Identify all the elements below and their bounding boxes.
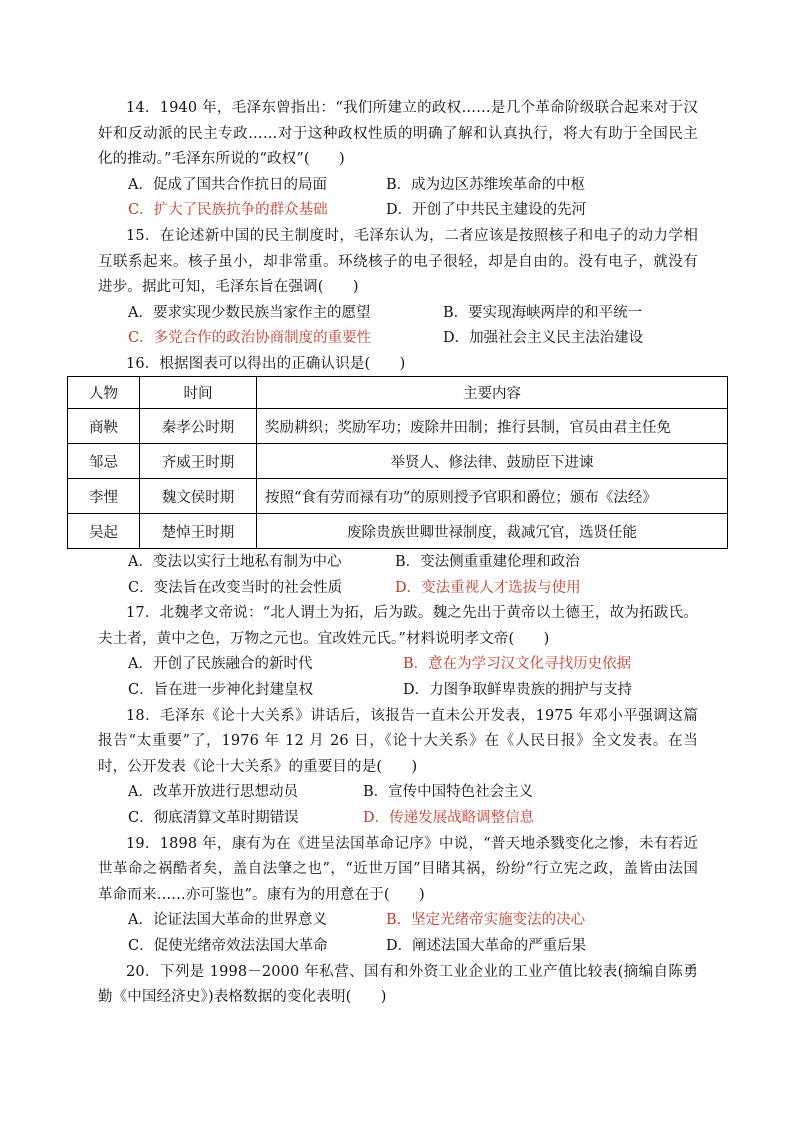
question-block-top xyxy=(98,96,698,378)
table-header: 时间 xyxy=(140,377,257,409)
table-cell: 商鞅 xyxy=(68,409,140,444)
q18-stem: 18．毛泽东《论十大关系》讲话后，该报告一直未公开发表，1975 年邓小平强调这篇报告“太重要”了，1976 年 12 月 26 日，《论十大关系》在《人民日报》全文发表。在当时，公开发表《论十大关系》的重要目的是( ) xyxy=(98,707,698,775)
q19-options-row1 xyxy=(98,908,698,934)
q15-option-b: B．要实现海峡两岸的和平统一 xyxy=(443,304,643,321)
table-row xyxy=(68,444,728,479)
q14-options-row1 xyxy=(98,173,698,199)
q15-option-d: D．加强社会主义民主法治建设 xyxy=(443,330,644,347)
table-header: 主要内容 xyxy=(257,377,728,409)
q15-options-row2 xyxy=(98,326,698,352)
q16-option-c: C．变法旨在改变当时的社会性质 xyxy=(128,579,343,596)
q16-option-d-answer: D．变法重视人才选拔与使用 xyxy=(395,579,581,596)
q17-options-row1 xyxy=(98,652,698,678)
q14-option-d: D．开创了中共民主建设的先河 xyxy=(386,202,587,219)
question-block-bottom xyxy=(98,550,698,1011)
q16-option-b: B．变法侧重重建伦理和政治 xyxy=(395,554,580,570)
q18-option-b: B．宣传中国特色社会主义 xyxy=(363,784,534,801)
q17-option-b-answer: B．意在为学习汉文化寻找历史依据 xyxy=(403,656,632,673)
q17-options-row2 xyxy=(98,678,698,704)
q17-stem: 17．北魏孝文帝说：“北人谓土为拓，后为跋。魏之先出于黄帝以土德王，故为拓跋氏。夫土者，黄中之色，万物之元也。宜改姓元氏。”材料说明孝文帝( ) xyxy=(98,605,698,647)
table-cell: 邹忌 xyxy=(68,444,140,479)
table-cell: 李悝 xyxy=(68,479,140,514)
table-cell: 废除贵族世卿世禄制度，裁减冗官，选贤任能 xyxy=(257,514,728,549)
q14-option-c-answer: C．扩大了民族抗争的群众基础 xyxy=(128,202,328,219)
table-header: 人物 xyxy=(68,377,140,409)
q18-options-row1 xyxy=(98,780,698,806)
q18-options-row2 xyxy=(98,806,698,832)
q19-options-row2 xyxy=(98,934,698,960)
table-cell: 楚悼王时期 xyxy=(140,514,257,549)
q14-option-b: B．成为边区苏维埃革命的中枢 xyxy=(386,176,586,193)
table-row xyxy=(68,409,728,444)
q15-options-row1 xyxy=(98,301,698,327)
table-row xyxy=(68,479,728,514)
q18-option-d-answer: D．传递发展战略调整信息 xyxy=(363,809,535,826)
q17-option-c: C．旨在进一步神化封建皇权 xyxy=(128,681,314,698)
q16-options-row2 xyxy=(98,576,698,602)
q19-option-d: D．阐述法国大革命的严重后果 xyxy=(386,937,587,954)
table-cell: 举贤人、修法律、鼓励臣下进谏 xyxy=(257,444,728,479)
q14-options-row2 xyxy=(98,198,698,224)
reform-table xyxy=(67,376,728,549)
q18-option-c: C．彻底清算文革时期错误 xyxy=(128,809,299,826)
q18-option-a: A．改革开放进行思想动员 xyxy=(128,784,298,801)
table-cell: 齐威王时期 xyxy=(140,444,257,479)
q19-option-a: A．论证法国大革命的世界意义 xyxy=(128,912,327,929)
q19-option-b-answer: B．坚定光绪帝实施变法的决心 xyxy=(386,912,586,929)
table-cell: 魏文侯时期 xyxy=(140,479,257,514)
table-header-row xyxy=(68,377,728,409)
q20-stem: 20．下列是 1998－2000 年私营、国有和外资工业企业的工业产值比较表(摘编自陈勇勤《中国经济史》)表格数据的变化表明( ) xyxy=(98,963,698,1006)
q14-stem: 14．1940 年，毛泽东曾指出：“我们所建立的政权……是几个革命阶级联合起来对于汉奸和反动派的民主专政……对于这种政权性质的明确了解和认真执行，将大有助于全国民主化的推动。”毛泽东所说的“政权”( ) xyxy=(98,100,698,168)
q19-stem: 19．1898 年，康有为在《进呈法国革命记序》中说，“普天地杀戮变化之惨，未有若近世革命之祸酷者矣，盖自法肇之也”，“近世万国”目睹其祸，纷纷“行立宪之政，盖皆由法国革命而来……亦可鉴也”。康有为的用意在于( ) xyxy=(98,835,698,903)
table-row xyxy=(68,514,728,549)
q16-options-row1 xyxy=(98,550,698,576)
q17-option-d: D．力图争取鲜卑贵族的拥护与支持 xyxy=(403,681,633,698)
table-cell: 奖励耕织；奖励军功；废除井田制；推行县制，官员由君主任免 xyxy=(257,409,728,444)
q15-stem: 15．在论述新中国的民主制度时，毛泽东认为，二者应该是按照核子和电子的动力学相互联系起来。核子虽小，却非常重。环绕核子的电子很轻，却是自由的。没有电子，就没有进步。据此可知，毛泽东旨在强调( ) xyxy=(98,227,698,296)
q15-option-c-answer: C．多党合作的政治协商制度的重要性 xyxy=(128,330,372,347)
q16-stem: 16．根据图表可以得出的正确认识是( ) xyxy=(126,355,406,372)
q16-option-a: A．变法以实行土地私有制为中心 xyxy=(128,554,342,570)
q15-option-a: A．要求实现少数民族当家作主的愿望 xyxy=(128,304,371,321)
q17-option-a: A．开创了民族融合的新时代 xyxy=(128,656,313,673)
table-cell: 吴起 xyxy=(68,514,140,549)
q19-option-c: C．促使光绪帝效法法国大革命 xyxy=(128,937,328,954)
q14-option-a: A．促成了国共合作抗日的局面 xyxy=(128,176,327,193)
table-cell: 秦孝公时期 xyxy=(140,409,257,444)
table-cell: 按照“食有劳而禄有功”的原则授予官职和爵位；颁布《法经》 xyxy=(257,479,728,514)
